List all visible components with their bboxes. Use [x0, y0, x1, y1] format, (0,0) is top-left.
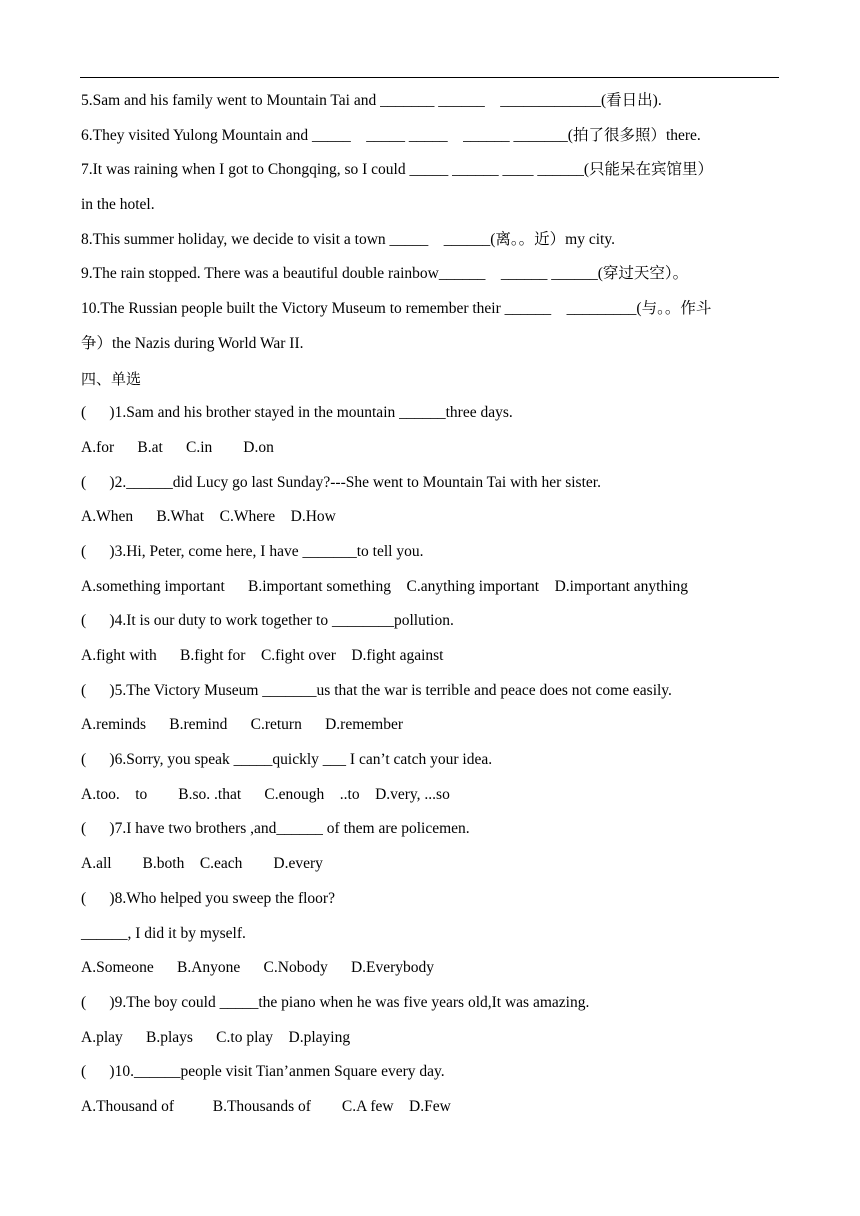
question-5: ( )5.The Victory Museum _______us that the war is terrible and peace does not come easily. [81, 681, 672, 699]
question-1-options: A.for B.at C.in D.on [81, 438, 274, 456]
fill-blank-item-7: 7.It was raining when I got to Chongqing, so I could _____ ______ ____ ______(只能呆在宾馆里） [81, 161, 714, 179]
question-7-options: A.all B.both C.each D.every [81, 855, 323, 873]
fill-blank-item-10-cont: 争）the Nazis during World War II. [81, 334, 304, 352]
question-10-options: A.Thousand of B.Thousands of C.A few D.Few [81, 1097, 451, 1115]
fill-blank-item-5: 5.Sam and his family went to Mountain Tai and _______ ______ _____________(看日出). [81, 92, 662, 109]
question-7: ( )7.I have two brothers ,and______ of them are policemen. [81, 820, 470, 838]
fill-blank-item-7-cont: in the hotel. [81, 196, 155, 214]
question-8-options: A.Someone B.Anyone C.Nobody D.Everybody [81, 959, 435, 977]
question-3: ( )3.Hi, Peter, come here, I have _______to tell you. [81, 542, 424, 560]
question-8: ( )8.Who helped you sweep the floor? [81, 889, 335, 907]
question-2: ( )2.______did Lucy go last Sunday?---She went to Mountain Tai with her sister. [81, 473, 601, 491]
fill-blank-item-6: 6.They visited Yulong Mountain and _____ _____ _____ ______ _______(拍了很多照）there. [81, 126, 701, 144]
question-3-options: A.something important B.important something C.anything important D.important anything [81, 577, 689, 595]
section-heading: 四、单选 [81, 369, 142, 388]
question-5-options: A.reminds B.remind C.return D.remember [81, 716, 403, 734]
question-6-options: A.too. to B.so. .that C.enough ..to D.very, ...so [81, 785, 450, 803]
question-2-options: A.When B.What C.Where D.How [81, 508, 336, 526]
question-1: ( )1.Sam and his brother stayed in the mountain ______three days. [81, 404, 513, 422]
question-4-options: A.fight with B.fight for C.fight over D.fight against [81, 647, 444, 664]
question-4: ( )4.It is our duty to work together to ________pollution. [81, 612, 454, 630]
header-rule [80, 77, 779, 78]
fill-blank-item-9: 9.The rain stopped. There was a beautiful double rainbow______ ______ ______(穿过天空）。 [81, 265, 689, 283]
worksheet-body [81, 84, 787, 1125]
fill-blank-item-10: 10.The Russian people built the Victory Museum to remember their ______ _________(与。。作斗 [81, 300, 712, 318]
question-10: ( )10.______people visit Tian’anmen Square every day. [81, 1063, 445, 1081]
fill-blank-item-8: 8.This summer holiday, we decide to visit a town _____ ______(离。。近）my city. [81, 230, 615, 248]
question-9-options: A.play B.plays C.to play D.playing [81, 1028, 351, 1046]
question-8-response: ______, I did it by myself. [81, 924, 246, 942]
question-6: ( )6.Sorry, you speak _____quickly ___ I can’t catch your idea. [81, 751, 493, 769]
question-9: ( )9.The boy could _____the piano when he was five years old,It was amazing. [81, 993, 590, 1011]
